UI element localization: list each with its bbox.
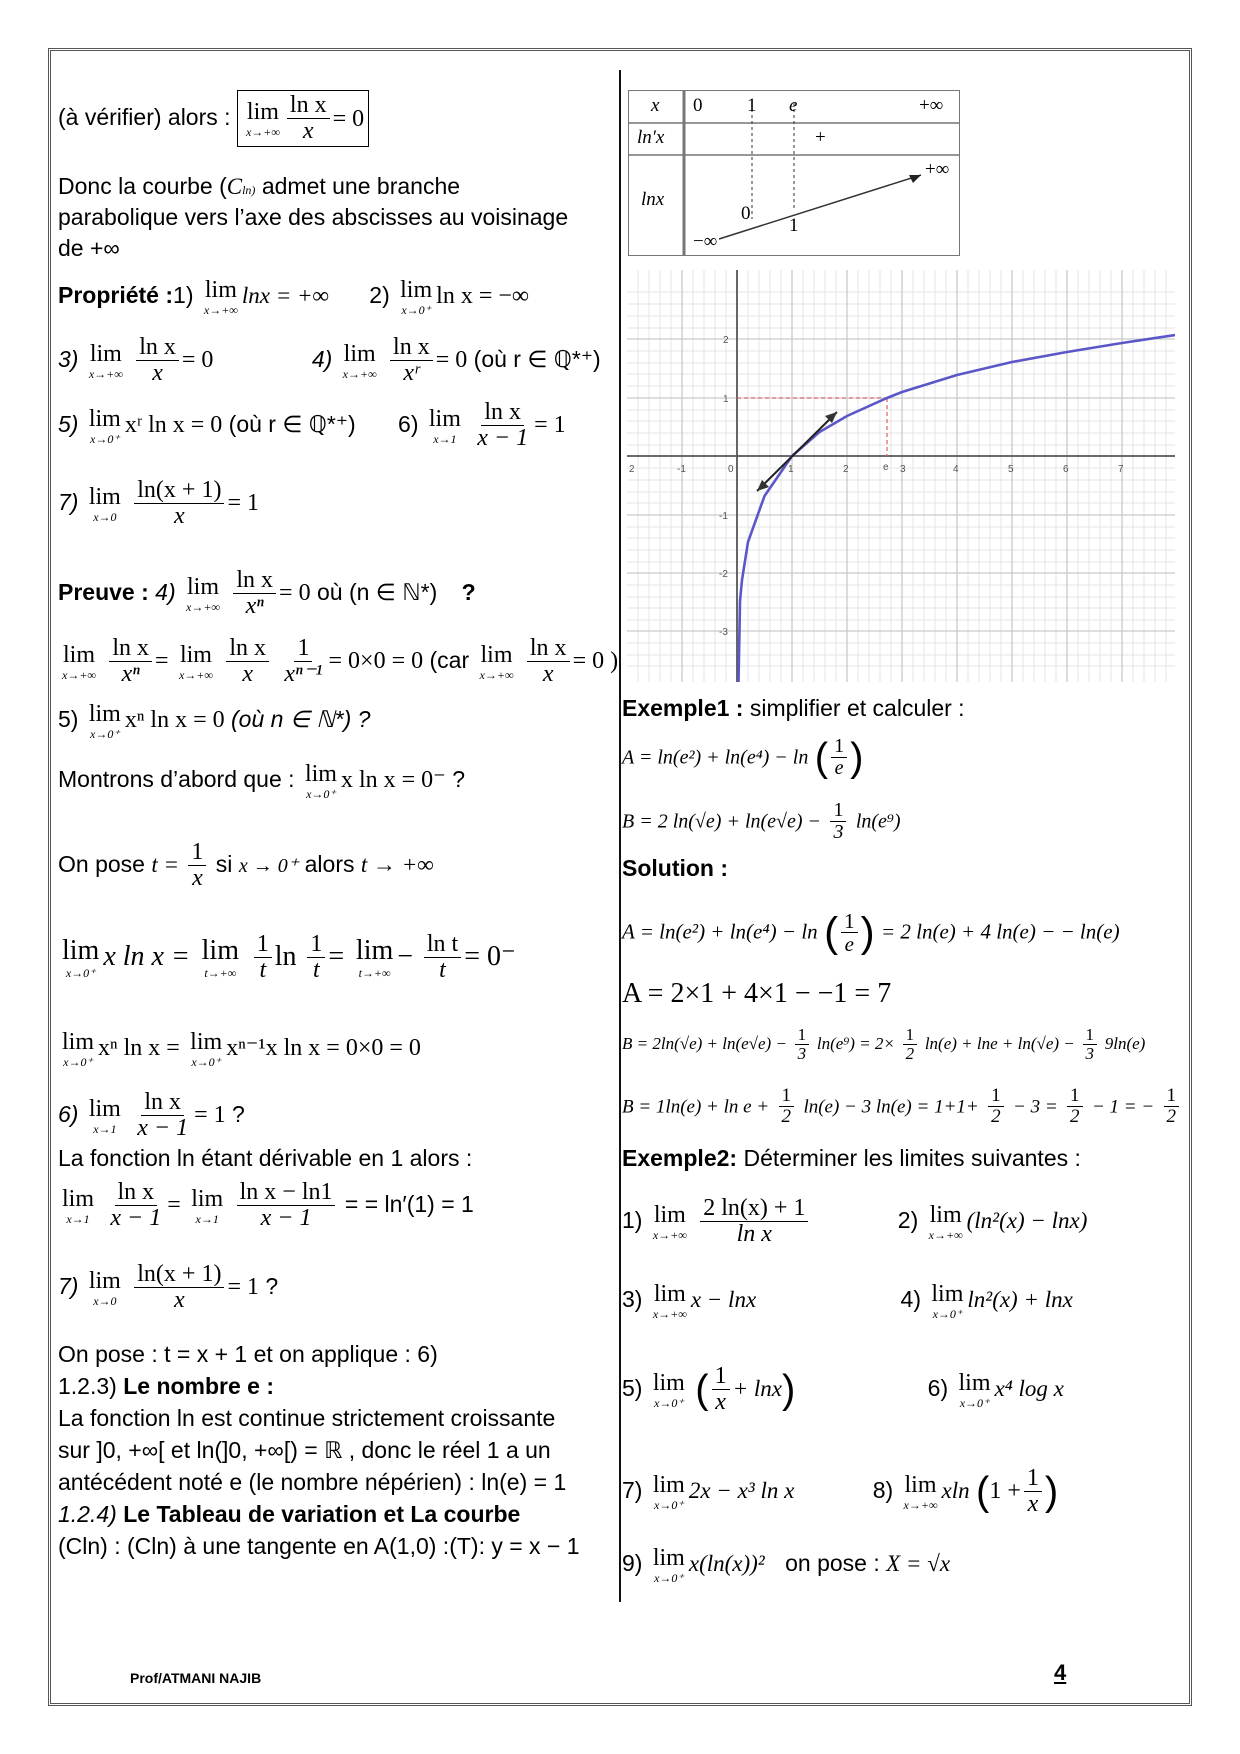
propriete-line-5: 5) lim x→0⁺ xʳ ln x = 0 (où r ∈ ℚ*⁺) 6) lim x→1 $\frac{\text{ln x}}{x - 1}$ = 1 <box>58 399 566 452</box>
svg-text:6: 6 <box>1063 464 1069 475</box>
solution-B1: B = 2ln(√e) + ln(e√e) − $\frac{1}{3}$ ln(e⁹) = 2× $\frac{1}{2}$ ln(e) + lne + ln(√e) − $\frac{1}{3}$ 9ln(e) <box>622 1025 1146 1063</box>
branch-text-3: de +∞ <box>58 235 120 261</box>
para-e-2: sur ]0, +∞[ et ln(]0, +∞[) = ℝ , donc le réel 1 a un <box>58 1437 551 1463</box>
solution-B2: B = 1ln(e) + ln e + $\frac{1}{2}$ ln(e) − 3 ln(e) = 1+1+ $\frac{1}{2}$ − 3 = $\frac{1}{2}$ − 1 = − $\frac{1}{2}$ <box>622 1086 1182 1127</box>
variation-table: x ln′x lnx 0 1 e +∞ + −∞ 0 1 +∞ <box>628 90 960 256</box>
onpose-2: On pose : t = x + 1 et on applique : 6) <box>58 1341 438 1367</box>
exemple2-row-4: 7) lim x→0⁺ 2x − x³ ln x 8) lim x→+∞ xln (1 + $\frac{1}{x}$ ) <box>622 1465 1059 1518</box>
page-number: 4 <box>1054 1660 1067 1685</box>
graph-svg <box>627 270 1175 682</box>
svg-text:-1: -1 <box>719 511 728 522</box>
exemple2-row-3: 5) lim x→0⁺ ( $\frac{1}{x}$ + lnx) 6) lim x→0⁺ x⁴ log x <box>622 1363 1064 1416</box>
exemple1-B: B = 2 ln(√e) + ln(e√e) − $\frac{1}{3}$ ln(e⁹) <box>622 799 901 843</box>
svg-text:5: 5 <box>1008 464 1014 475</box>
svg-text:3: 3 <box>900 464 906 475</box>
preuve-7: 7) lim x→0 $\frac{\ln(x + 1)}{x}$ = 1 ? <box>58 1261 279 1314</box>
verify-line: (à vérifier) alors : lim x→+∞ $\frac{\text{ln x}}{x}$ = 0 <box>58 90 369 147</box>
xnlnx-line: lim x→0⁺ xⁿ ln x = lim x→0⁺ xⁿ⁻¹x ln x = 0×0 = 0 <box>62 1029 421 1069</box>
svg-text:4: 4 <box>953 464 959 475</box>
para-e-3: antécédent noté e (le nombre népérien) : ln(e) = 1 <box>58 1469 567 1495</box>
branch-text-2: parabolique vers l’axe des abscisses au voisinage <box>58 204 569 230</box>
branch-text: Donc la courbe (Cln) admet une branche <box>58 173 461 199</box>
preuve-5: 5) lim x→0⁺ xⁿ ln x = 0 (où n ∈ ℕ*) ? <box>58 701 371 741</box>
svg-text:1: 1 <box>723 394 729 405</box>
svg-text:e: e <box>883 462 889 473</box>
svg-text:1: 1 <box>788 464 794 475</box>
svg-text:2: 2 <box>843 464 849 475</box>
preuve-4-line: lim x→+∞ $\frac{\text{ln x}}{\text{xⁿ}}$ = lim x→+∞ $\frac{\text{ln x}}{x}$ $\frac{1}{\text{xⁿ⁻¹}}$ = 0×0 = 0 (car lim x→+∞ $\frac{\text{ln x}}{x}$ = 0 ) <box>62 635 619 688</box>
preuve-6: 6) lim x→1 $\frac{\text{ln x}}{x - 1}$ = 1 ? <box>58 1089 245 1142</box>
exemple2-row-2: 3) lim x→+∞ x − lnx 4) lim x→0⁺ ln²(x) + lnx <box>622 1281 1073 1321</box>
onpose-line: On pose t = $\frac{1}{x}$ si x → 0⁺ alors t → +∞ <box>58 839 434 892</box>
exemple1-A: A = ln(e²) + ln(e⁴) − ln ( $\frac{1}{e}$ ) <box>622 735 864 780</box>
svg-text:2: 2 <box>629 464 635 475</box>
tangent-line: (Cln) : (Cln) à une tangente en A(1,0) :(T): y = x − 1 <box>58 1533 580 1559</box>
para-e-1: La fonction ln est continue strictement croissante <box>58 1405 556 1431</box>
boxed-limit: lim x→+∞ $\frac{\text{ln x}}{x}$ = 0 <box>237 90 369 147</box>
exemple1-heading: Exemple1 : simplifier et calculer : <box>622 695 965 721</box>
svg-text:0: 0 <box>728 464 734 475</box>
ln-curve-graph <box>627 270 1175 682</box>
propriete-line-7: 7) lim x→0 $\frac{\ln(x + 1)}{x}$ = 1 <box>58 477 259 530</box>
propriete-line-1: Propriété :1) lim x→+∞ lnx = +∞ 2) lim x→0⁺ ln x = −∞ <box>58 277 530 317</box>
column-divider <box>619 70 621 1602</box>
exemple2-row-1: 1) lim x→+∞ $\frac{2 \ln(x) + 1}{\text{ln x}}$ 2) lim x→+∞ (ln²(x) − lnx) <box>622 1195 1088 1248</box>
section-124-heading: 1.2.4) Le Tableau de variation et La courbe <box>58 1501 521 1527</box>
svg-text:-1: -1 <box>677 464 686 475</box>
derivable-text: La fonction ln étant dérivable en 1 alors : <box>58 1145 473 1171</box>
svg-text:7: 7 <box>1118 464 1124 475</box>
svg-text:-3: -3 <box>719 627 728 638</box>
propriete-line-3: 3) lim x→+∞ $\frac{\text{ln x}}{x}$ = 0 4) lim x→+∞ $\frac{\text{ln x}}{\text{xʳ}}$ = 0 (où r ∈ ℚ*⁺) <box>58 334 601 387</box>
exemple2-heading: Exemple2: Déterminer les limites suivantes : <box>622 1145 1081 1171</box>
preuve-4: Preuve : 4) lim x→+∞ $\frac{\text{ln x}}{\text{xⁿ}}$ = 0 où (n ∈ ℕ*) ? <box>58 567 476 620</box>
author-footer: Prof/ATMANI NAJIB <box>130 1670 262 1686</box>
solution-heading: Solution : <box>622 855 729 881</box>
section-123-heading: 1.2.3) Le nombre e : <box>58 1373 275 1399</box>
svg-text:2: 2 <box>723 335 729 346</box>
xlnx-line: lim x→0⁺ x ln x = lim t→+∞ $\frac{1}{t}$ ln $\frac{1}{t}$ = lim t→+∞ − $\frac{\text{ln t}}{t}$ = 0⁻ <box>62 931 516 984</box>
montrons-line: Montrons d’abord que : lim x→0⁺ x ln x = 0⁻ ? <box>58 761 466 801</box>
svg-text:-2: -2 <box>719 569 728 580</box>
exemple2-row-5: 9) lim x→0⁺ x(ln(x))² on pose : X = √x <box>622 1545 951 1585</box>
solution-A1: A = ln(e²) + ln(e⁴) − ln ( $\frac{1}{e}$ ) = 2 ln(e) + 4 ln(e) − − ln(e) <box>622 908 1120 957</box>
solution-A2: A = 2×1 + 4×1 − −1 = 7 <box>622 978 892 1009</box>
derivable-line: lim x→1 $\frac{\text{ln x}}{x - 1}$ = lim x→1 $\frac{\text{ln x − ln1}}{x - 1}$ = = ln′(1) = 1 <box>62 1179 474 1232</box>
